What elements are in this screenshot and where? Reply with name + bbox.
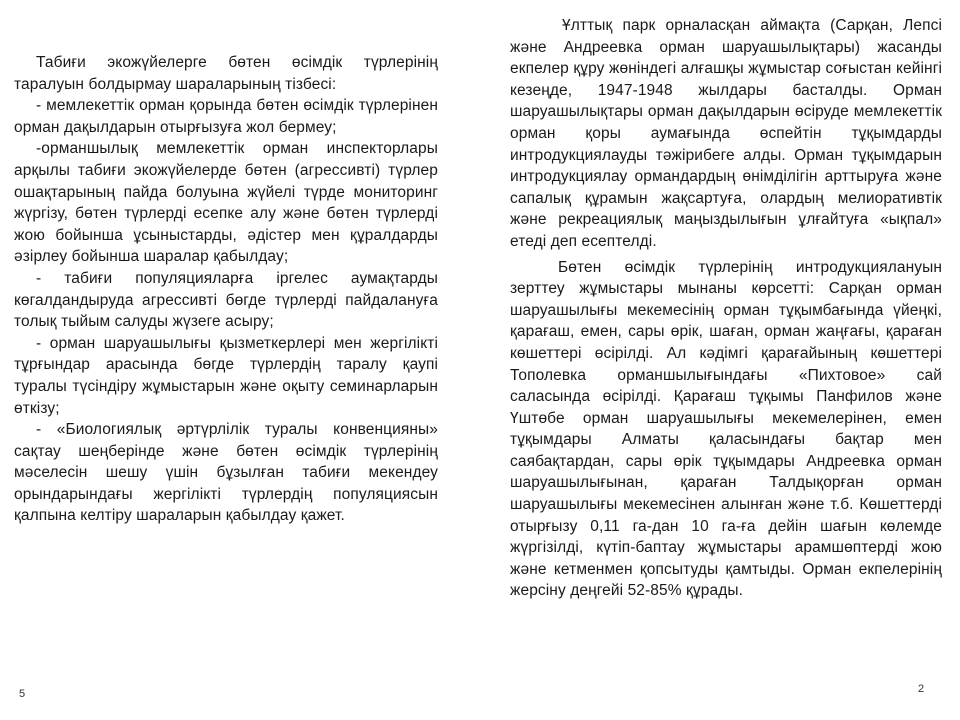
list-item: - орман шаруашылығы қызметкерлері мен жергілікті тұрғындар арасында бөгде түрлердің таралу қаупі туралы түсіндіру жұмыстарын және оқыту семинарларын өткізу; — [14, 334, 438, 417]
list-item: - мемлекеттік орман қорында бөтен өсімдік түрлерінен орман дақылдарын отырғызуға жол бермеу; — [14, 97, 438, 136]
list-item: -орманшылық мемлекеттік орман инспекторлары арқылы табиғи экожүйелерде бөтен (агрессивті) түрлер ошақтарының пайда болуына жүйелі түрде мониторинг жүргізу, бөтен түрлерді есепке алу және бөтен түрлерді жою бойынша ұсыныстарды, әдістер мен құралдарды әзірлеу бойынша шаралар қабылдау; — [14, 140, 438, 266]
right-page — [480, 0, 960, 720]
list-item: - «Биологиялық әртүрлілік туралы конвенцияны» сақтау шеңберінде және бөтен өсімдік түрлерінің мәселесін шешу үшін бұзылған табиғи мекендеу орындарындағы жергілікті түрлердің популяциясын қалпына келтіру шараларын қабылдау қажет. — [14, 421, 438, 525]
right-page-text — [510, 15, 942, 602]
page-number-right: 2 — [918, 683, 925, 695]
paragraph: Бөтен өсімдік түрлерінің интродукциялануын зерттеу жұмыстары мынаны көрсетті: Сарқан орман шаруашылығы мекемесінің орман тұқымбағында үйеңкі, қарағаш, емен, сары өрік, шаған, орман жаңғағы, қараған көшеттері өсірілді. Ал кәдімгі қарағайының көшеттері Тополевка орманшылығындағы «Пихтовое» сай саласында өсірілді. Қарағаш тұқымы Панфилов және Үштөбе орман шаруашылығы мекемелерінен, емен тұқымдары Алматы қаласындағы бақтар мен саябақтардан, сары өрік тұқымдары Андреевка орман шаруашылығынан, қараған Талдықорған орман шаруашылығы мекемесінен алынған және т.б. Көшеттерді отырғызу 0,11 га-дан 10 га-ға дейін шағын көлемде жүргізілді, күтіп-баптау жұмыстары арамшөптерді жою және кетменмен қопсытуды қамтыды. Орман екпелерінің жерсіну деңгейі 52-85% құрады. — [510, 258, 942, 600]
page-number-left: 5 — [19, 688, 26, 700]
list-item: - табиғи популяцияларға іргелес аумақтарды көгалдандыруда агрессивті бөгде түрлерді пайдалануға толық тыйым салуды жүзеге асыру; — [14, 269, 438, 331]
paragraph: Ұлттық парк орналасқан аймақта (Сарқан, Лепсі және Андреевка орман шаруашылықтары) жасанды екпелер құру жөніндегі алғашқы жұмыстар соғыстан кейінгі кезеңде, 1947-1948 жылдары басталды. Орман шаруашылықтары орман дақылдарын өсіруде мемлекеттік орман қоры аумағында өспейтін тұқымдарды интродукциялауды тәжірибеге алды. Орман тұқымдарын интродукциялау ормандардың өнімділігін арттыруға және сапалық құрамын жақсартуға, олардың мелиоративтік және рекреациялық маңыздылығын ұлғайтуға «ықпал» етеді деп есептелді. — [510, 17, 942, 250]
left-page-text — [14, 52, 438, 527]
paragraph-intro: Табиғи экожүйелерге бөтен өсімдік түрлерінің таралуын болдырмау шараларының тізбесі: — [14, 54, 438, 93]
